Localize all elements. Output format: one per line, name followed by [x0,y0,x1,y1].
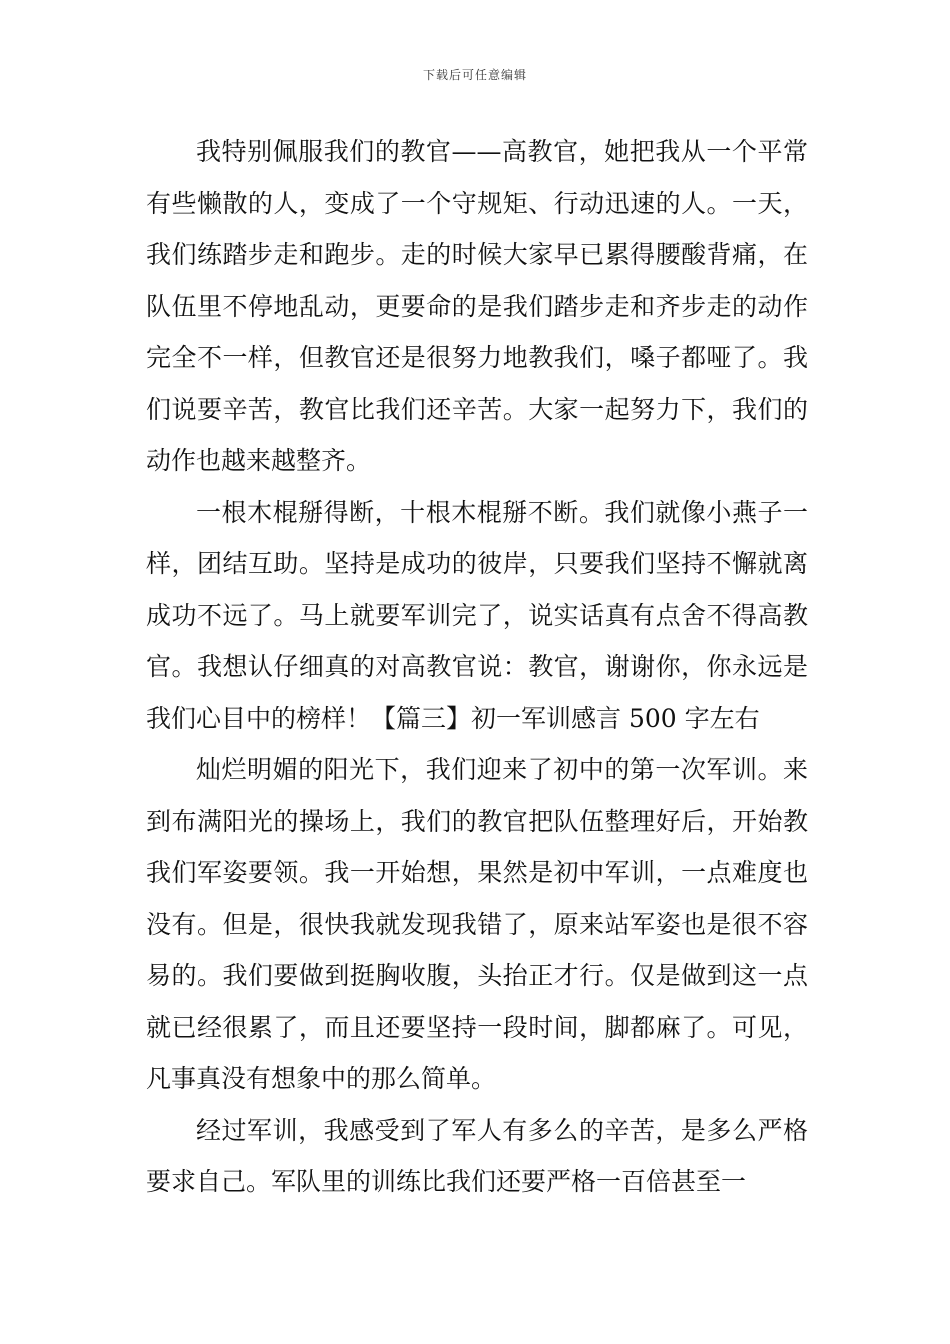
paragraph-1: 我特别佩服我们的教官——高教官，她把我从一个平常有些懒散的人，变成了一个守规矩、行动迅速的人。一天，我们练踏步走和跑步。走的时候大家早已累得腰酸背痛，在队伍里不停地乱动，更要命的是我们踏步走和齐步走的动作完全不一样，但教官还是很努力地教我们，嗓子都哑了。我们说要辛苦，教官比我们还辛苦。大家一起努力下，我们的动作也越来越整齐。 [146,137,808,475]
paragraph-2: 一根木棍掰得断，十根木棍掰不断。我们就像小燕子一样，团结互助。坚持是成功的彼岸，只要我们坚持不懈就离成功不远了。马上就要军训完了，说实话真有点舍不得高教官。我想认仔细真的对高教官说：教官，谢谢你，你永远是我们心目中的榜样！【篇三】初一军训感言 500 字左右 [146,497,808,733]
paragraph-4: 经过军训，我感受到了军人有多么的辛苦，是多么严格要求自己。军队里的训练比我们还要严格一百倍甚至一 [146,1115,808,1196]
paragraph-3: 灿烂明媚的阳光下，我们迎来了初中的第一次军训。来到布满阳光的操场上，我们的教官把队伍整理好后，开始教我们军姿要领。我一开始想，果然是初中军训，一点难度也没有。但是，很快我就发现我错了，原来站军姿也是很不容易的。我们要做到挺胸收腹，头抬正才行。仅是做到这一点就已经很累了，而且还要坚持一段时间，脚都麻了。可见，凡事真没有想象中的那么简单。 [146,755,808,1093]
document-body [146,126,808,1208]
page-header: 下载后可任意编辑 [422,68,527,82]
